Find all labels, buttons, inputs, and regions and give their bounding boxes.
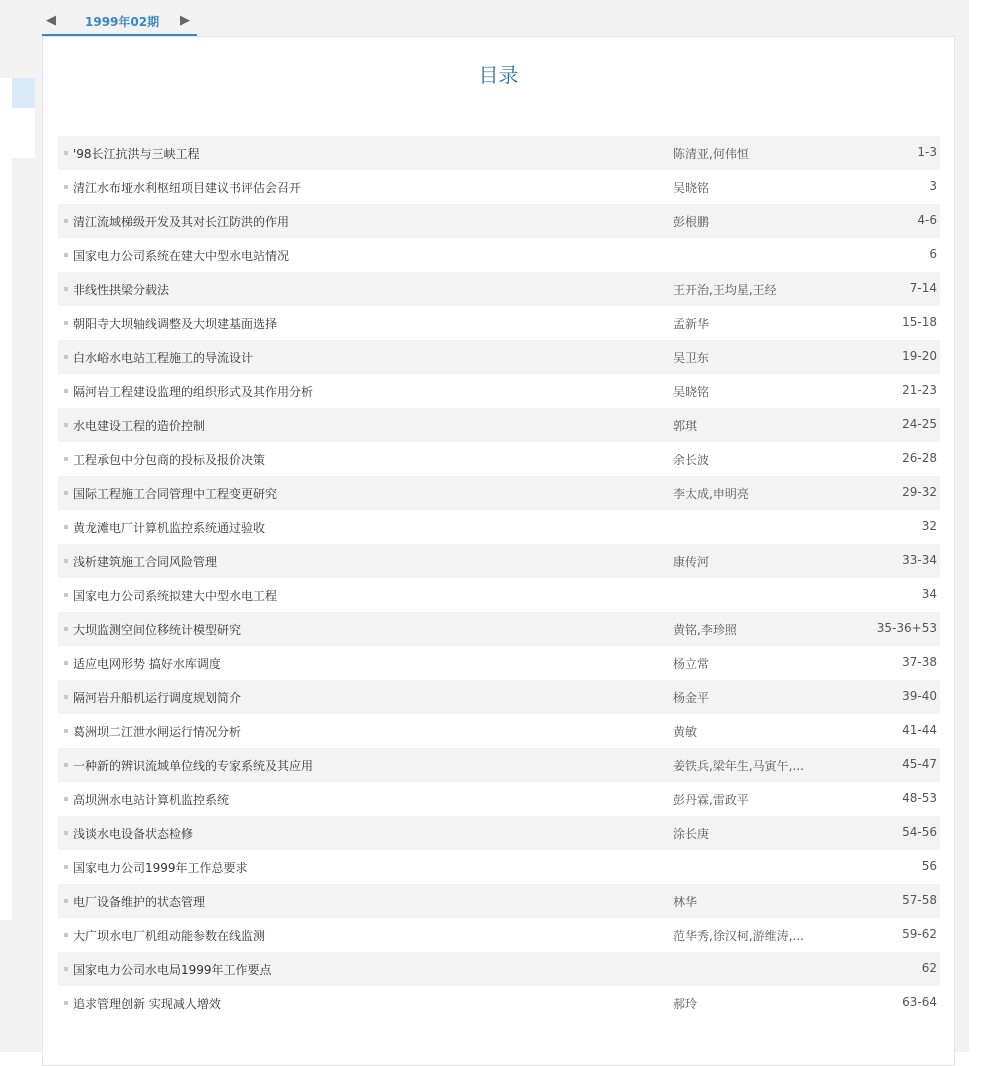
toc-row[interactable] (58, 578, 940, 612)
toc-row[interactable] (58, 680, 940, 714)
toc-row[interactable] (58, 646, 940, 680)
bullet-icon (64, 389, 68, 393)
bullet-icon (64, 219, 68, 223)
bullet-icon (64, 423, 68, 427)
bullet-icon (64, 661, 68, 665)
article-authors: 姜铁兵,梁年生,马寅午,... (673, 759, 804, 773)
article-title-link[interactable]: 浅谈水电设备状态检修 (73, 827, 194, 841)
toc-row[interactable] (58, 510, 940, 544)
article-authors: 吴卫东 (673, 351, 710, 365)
bullet-icon (64, 185, 68, 189)
bullet-icon (64, 729, 68, 733)
bullet-icon (64, 559, 68, 563)
bullet-icon (64, 525, 68, 529)
article-pages: 57-58 (902, 893, 937, 907)
article-pages: 63-64 (902, 995, 937, 1009)
toc-row[interactable] (58, 986, 940, 1020)
left-nav-active-item[interactable] (12, 78, 35, 108)
article-authors: 黄敏 (673, 725, 698, 739)
article-title-link[interactable]: 国家电力公司1999年工作总要求 (73, 861, 248, 875)
toc-row[interactable] (58, 374, 940, 408)
article-pages: 34 (921, 587, 937, 601)
article-title-link[interactable]: 追求管理创新 实现减人增效 (73, 997, 221, 1011)
bullet-icon (64, 763, 68, 767)
article-title-link[interactable]: 一种新的辨识流域单位线的专家系统及其应用 (73, 759, 314, 773)
toc-row[interactable] (58, 476, 940, 510)
article-pages: 6 (929, 247, 937, 261)
article-title-link[interactable]: 非线性拱梁分载法 (73, 283, 170, 297)
bullet-icon (64, 695, 68, 699)
bullet-icon (64, 797, 68, 801)
bullet-icon (64, 151, 68, 155)
article-pages: 39-40 (902, 689, 937, 703)
next-issue-icon[interactable]: ▶ (180, 13, 190, 28)
article-pages: 62 (921, 961, 937, 975)
article-authors: 杨立常 (673, 657, 710, 671)
toc-row[interactable] (58, 170, 940, 204)
toc-row[interactable] (58, 442, 940, 476)
toc-row[interactable] (58, 816, 940, 850)
bullet-icon (64, 627, 68, 631)
article-pages: 26-28 (902, 451, 937, 465)
article-authors: 郭琪 (673, 419, 698, 433)
article-authors: 杨金平 (673, 691, 710, 705)
article-title-link[interactable]: 国家电力公司系统拟建大中型水电工程 (73, 589, 278, 603)
bullet-icon (64, 831, 68, 835)
article-authors: 吴晓铭 (673, 385, 710, 399)
toc-row[interactable] (58, 306, 940, 340)
article-title-link[interactable]: 黄龙滩电厂计算机监控系统通过验收 (73, 521, 266, 535)
article-authors: 林华 (673, 895, 698, 909)
article-pages: 37-38 (902, 655, 937, 669)
article-pages: 29-32 (902, 485, 937, 499)
bullet-icon (64, 933, 68, 937)
toc-row[interactable] (58, 340, 940, 374)
article-title-link[interactable]: 葛洲坝二江泄水闸运行情况分析 (73, 725, 242, 739)
issue-tab[interactable]: 1999年02期 (85, 15, 160, 29)
article-title-link[interactable]: 清江流域梯级开发及其对长江防洪的作用 (73, 215, 290, 229)
article-authors: 余长波 (673, 453, 710, 467)
article-pages: 7-14 (909, 281, 937, 295)
bullet-icon (64, 321, 68, 325)
toc-row[interactable] (58, 782, 940, 816)
toc-row[interactable] (58, 850, 940, 884)
issue-selector (42, 8, 197, 36)
toc-row[interactable] (58, 612, 940, 646)
toc-row[interactable] (58, 136, 940, 170)
article-authors: 彭丹霖,雷政平 (673, 793, 749, 807)
article-pages: 3 (929, 179, 937, 193)
article-pages: 19-20 (902, 349, 937, 363)
article-authors: 范华秀,徐汉柯,游维涛,... (673, 929, 804, 943)
toc-row[interactable] (58, 238, 940, 272)
article-pages: 54-56 (902, 825, 937, 839)
article-pages: 41-44 (902, 723, 937, 737)
bullet-icon (64, 865, 68, 869)
bullet-icon (64, 593, 68, 597)
article-authors: 涂长庚 (673, 827, 710, 841)
article-pages: 1-3 (917, 145, 937, 159)
article-pages: 48-53 (902, 791, 937, 805)
article-pages: 21-23 (902, 383, 937, 397)
article-title-link[interactable]: 清江水布垭水利枢纽项目建议书评估会召开 (73, 181, 302, 195)
toc-row[interactable] (58, 884, 940, 918)
toc-list (58, 136, 940, 1020)
article-authors: 吴晓铭 (673, 181, 710, 195)
article-title-link[interactable]: 国家电力公司水电局1999年工作要点 (73, 963, 272, 977)
article-title-link[interactable]: 隔河岩工程建设监理的组织形式及其作用分析 (73, 385, 314, 399)
bullet-icon (64, 355, 68, 359)
toc-row[interactable] (58, 952, 940, 986)
toc-title: 目录 (478, 63, 519, 87)
article-title-link[interactable]: 高坝洲水电站计算机监控系统 (73, 793, 230, 807)
bullet-icon (64, 1001, 68, 1005)
article-pages: 59-62 (902, 927, 937, 941)
article-pages: 32 (921, 519, 937, 533)
article-authors: 李太成,申明亮 (673, 487, 749, 501)
bullet-icon (64, 287, 68, 291)
article-pages: 56 (921, 859, 937, 873)
toc-row[interactable] (58, 204, 940, 238)
article-pages: 24-25 (902, 417, 937, 431)
bullet-icon (64, 253, 68, 257)
article-authors: 康传河 (673, 555, 710, 569)
left-nav-strip (0, 158, 12, 920)
prev-issue-icon[interactable]: ◀ (46, 13, 56, 28)
article-title-link[interactable]: 大坝监测空间位移统计模型研究 (73, 623, 242, 637)
article-title-link[interactable]: 适应电网形势 搞好水库调度 (73, 657, 221, 671)
article-pages: 15-18 (902, 315, 937, 329)
toc-row[interactable] (58, 918, 940, 952)
article-title-link[interactable]: 隔河岩升船机运行调度规划简介 (73, 691, 242, 705)
article-pages: 33-34 (902, 553, 937, 567)
toc-row[interactable] (58, 408, 940, 442)
article-title-link[interactable]: '98长江抗洪与三峡工程 (73, 147, 200, 161)
article-authors: 王开治,王均星,王经 (673, 283, 777, 297)
article-title-link[interactable]: 白水峪水电站工程施工的导流设计 (73, 351, 254, 365)
article-pages: 45-47 (902, 757, 937, 771)
article-title-link[interactable]: 国际工程施工合同管理中工程变更研究 (73, 487, 278, 501)
article-authors: 彭根鹏 (673, 215, 710, 229)
toc-row[interactable] (58, 544, 940, 578)
bullet-icon (64, 967, 68, 971)
article-title-link[interactable]: 国家电力公司系统在建大中型水电站情况 (73, 249, 290, 263)
article-pages: 35-36+53 (876, 621, 937, 635)
article-title-link[interactable]: 工程承包中分包商的投标及报价决策 (73, 453, 266, 467)
article-pages: 4-6 (917, 213, 937, 227)
bullet-icon (64, 457, 68, 461)
toc-row[interactable] (58, 714, 940, 748)
bullet-icon (64, 899, 68, 903)
article-title-link[interactable]: 浅析建筑施工合同风险管理 (73, 555, 218, 569)
toc-panel (42, 36, 955, 1066)
toc-row[interactable] (58, 748, 940, 782)
toc-row[interactable] (58, 272, 940, 306)
article-authors: 黄铭,李珍照 (673, 623, 737, 637)
bullet-icon (64, 491, 68, 495)
article-title-link[interactable]: 电厂设备维护的状态管理 (73, 895, 206, 909)
article-title-link[interactable]: 水电建设工程的造价控制 (73, 419, 206, 433)
article-title-link[interactable]: 大广坝水电厂机组动能参数在线监测 (73, 929, 266, 943)
article-authors: 孟新华 (673, 317, 710, 331)
article-title-link[interactable]: 朝阳寺大坝轴线调整及大坝建基面选择 (73, 317, 278, 331)
article-authors: 陈清亚,何伟恒 (673, 147, 749, 161)
article-authors: 郝玲 (673, 997, 698, 1011)
